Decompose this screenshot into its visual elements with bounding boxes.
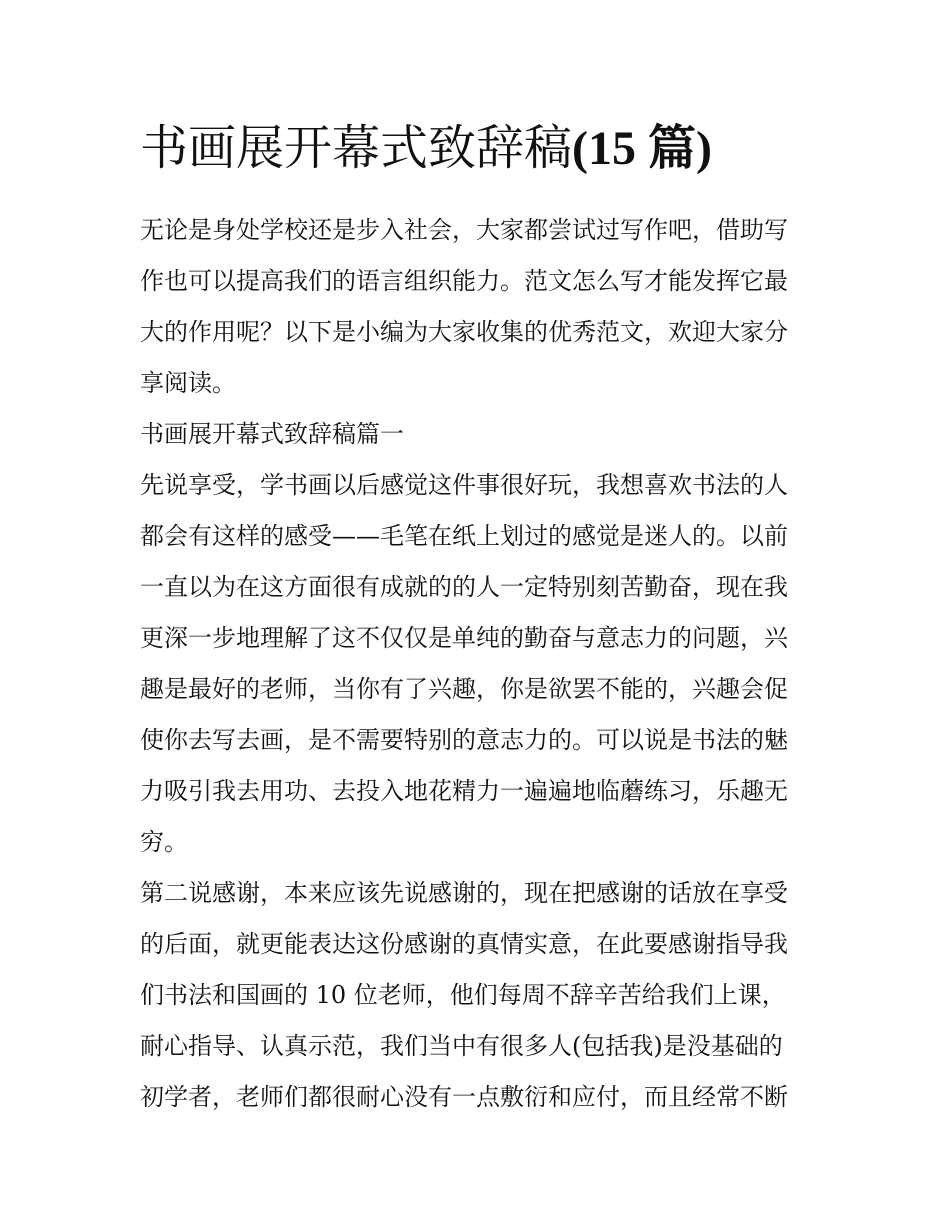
intro-line: 享阅读。: [140, 369, 236, 397]
paragraph-enjoyment: [140, 460, 815, 868]
paragraph-line: 的后面，就更能表达这份感谢的真情实意，在此要感谢指导我: [140, 930, 788, 958]
paragraph-line: 穷。: [140, 828, 188, 856]
intro-line: 作也可以提高我们的语言组织能力。范文怎么写才能发挥它最: [140, 267, 788, 295]
document-body: [140, 118, 815, 1123]
paragraph-line: 先说享受，学书画以后感觉这件事很好玩，我想喜欢书法的人: [140, 471, 788, 499]
paragraph-line: 更深一步地理解了这不仅仅是单纯的勤奋与意志力的问题，兴: [140, 624, 788, 652]
paragraph-line: 初学者，老师们都很耐心没有一点敷衍和应付，而且经常不断: [140, 1083, 788, 1111]
paragraph-line: 们书法和国画的 10 位老师，他们每周不辞辛苦给我们上课，: [140, 981, 786, 1009]
title-spacing: [140, 179, 815, 205]
paragraph-line: 趣是最好的老师，当你有了兴趣，你是欲罢不能的，兴趣会促: [140, 675, 788, 703]
intro-line: 大的作用呢？以下是小编为大家收集的优秀范文，欢迎大家分: [140, 318, 788, 346]
document-title: [140, 118, 815, 179]
section-heading: [140, 409, 815, 460]
document-title-main: 书画展开幕式致辞稿: [140, 120, 573, 176]
paragraph-thanks: [140, 868, 815, 1123]
intro-paragraph: [140, 205, 815, 409]
paragraph-line: 耐心指导、认真示范，我们当中有很多人(包括我)是没基础的: [140, 1032, 783, 1060]
paragraph-line: 使你去写去画，是不需要特别的意志力的。可以说是书法的魅: [140, 726, 788, 754]
paragraph-line: 力吸引我去用功、去投入地花精力一遍遍地临蘑练习，乐趣无: [140, 777, 788, 805]
section-heading-text: 书画展开幕式致辞稿篇一: [140, 420, 404, 448]
paragraph-line: 一直以为在这方面很有成就的的人一定特别刻苦勤奋，现在我: [140, 573, 788, 601]
paragraph-line: 第二说感谢，本来应该先说感谢的，现在把感谢的话放在享受: [140, 879, 788, 907]
document-title-count: (15 篇): [572, 122, 712, 175]
intro-line: 无论是身处学校还是步入社会，大家都尝试过写作吧，借助写: [140, 216, 788, 244]
paragraph-line: 都会有这样的感受——毛笔在纸上划过的感觉是迷人的。以前: [140, 522, 788, 550]
